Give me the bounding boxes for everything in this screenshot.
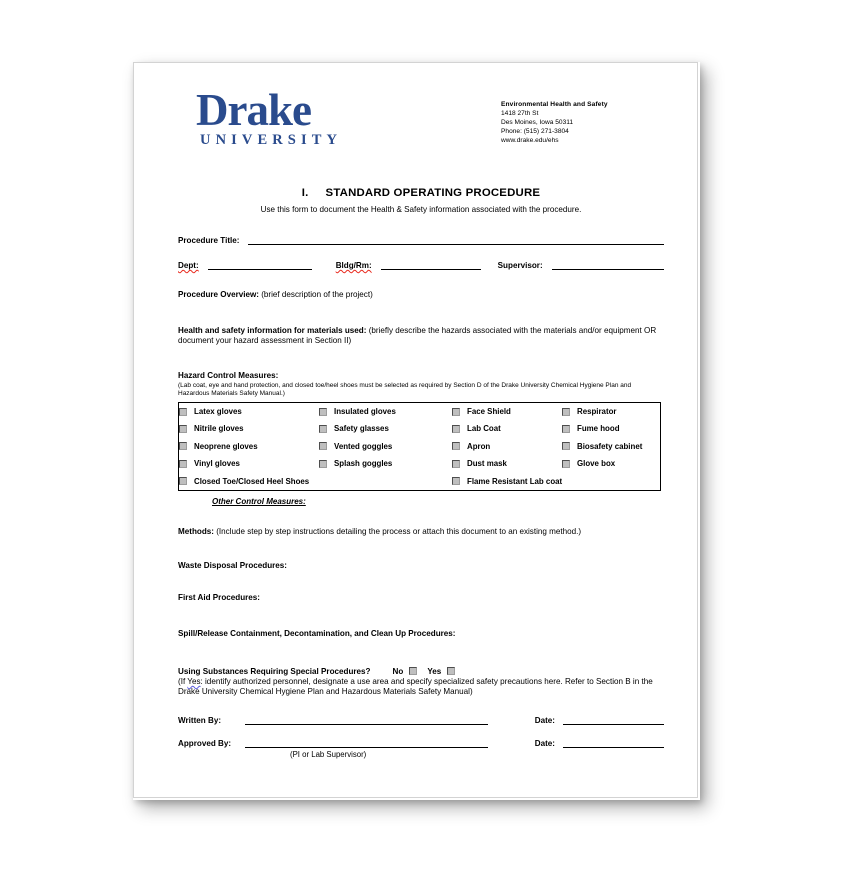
procedure-overview-hint: (brief description of the project) — [261, 290, 373, 299]
table-cell — [452, 455, 562, 472]
page-subtitle: Use this form to document the Health & Safety information associated with the procedure. — [260, 205, 582, 214]
checkbox-vinyl-gloves[interactable] — [179, 460, 187, 468]
table-cell — [562, 402, 661, 420]
checkbox-label: Nitrile gloves — [194, 424, 244, 434]
checkbox-closed-toe-heel-shoes[interactable] — [179, 477, 187, 485]
checkbox-lab-coat[interactable] — [452, 425, 460, 433]
checkbox-label: Insulated gloves — [334, 407, 396, 416]
bldg-rm-input[interactable] — [381, 260, 481, 270]
table-cell — [319, 438, 452, 455]
dept-input[interactable] — [208, 260, 312, 270]
dept-bldg-supervisor-row — [178, 260, 664, 270]
ppe-table-body — [179, 402, 661, 490]
approved-by-date-input[interactable] — [563, 738, 664, 748]
checkbox-safety-glasses[interactable] — [319, 425, 327, 433]
table-cell — [179, 402, 320, 420]
hazard-control-label: Hazard Control Measures: — [178, 370, 279, 380]
table-cell — [179, 420, 320, 437]
special-note-prefix: (If — [178, 676, 188, 686]
approved-by-row — [178, 738, 664, 748]
first-aid-section — [178, 593, 664, 604]
approved-by-input[interactable] — [245, 738, 488, 748]
procedure-title-input[interactable] — [248, 235, 664, 245]
document-page — [133, 62, 698, 798]
table-cell — [562, 455, 661, 472]
logo-wordmark: Drake — [196, 85, 311, 135]
special-procedures-label: Using Substances Requiring Special Procedures? — [178, 666, 371, 676]
special-yes-label: Yes — [427, 666, 442, 676]
address-line-city: Des Moines, Iowa 50311 — [501, 119, 574, 127]
checkbox-splash-goggles[interactable] — [319, 460, 327, 468]
methods-label: Methods: — [178, 526, 214, 536]
checkbox-label: Apron — [467, 441, 491, 451]
table-cell — [452, 402, 562, 420]
written-by-date-input[interactable] — [563, 715, 664, 725]
table-row — [179, 402, 661, 420]
special-note-body: : identify authorized personnel, designate a use area and specify specialized safety precautions here. Refer to Section B in the Drake University Chemical Hygiene Plan and Hazardous Materials Safety Manual) — [178, 676, 653, 697]
checkbox-label: Safety glasses — [334, 424, 389, 434]
checkbox-nitrile-gloves[interactable] — [179, 425, 187, 433]
procedure-title-row — [178, 235, 664, 245]
health-safety-section — [178, 326, 664, 347]
table-row — [179, 472, 661, 490]
first-aid-label: First Aid Procedures: — [178, 592, 261, 602]
procedure-overview-label: Procedure Overview: — [178, 290, 259, 299]
address-line-phone: Phone: (515) 271-3804 — [501, 128, 569, 136]
table-cell — [179, 472, 453, 490]
checkbox-label: Respirator — [577, 407, 617, 416]
supervisor-input[interactable] — [552, 260, 664, 270]
checkbox-respirator[interactable] — [562, 408, 570, 416]
table-cell — [452, 438, 562, 455]
methods-hint: (Include step by step instructions detailing the process or attach this document to an existing method.) — [216, 526, 582, 536]
checkbox-latex-gloves[interactable] — [179, 408, 187, 416]
checkbox-insulated-gloves[interactable] — [319, 408, 327, 416]
checkbox-label: Lab Coat — [467, 424, 501, 434]
procedure-title-label: Procedure Title: — [178, 236, 240, 245]
checkbox-biosafety-cabinet[interactable] — [562, 442, 570, 450]
table-cell — [562, 420, 661, 437]
special-procedures-question-row — [178, 667, 664, 676]
spill-release-label: Spill/Release Containment, Decontamination, and Clean Up Procedures: — [178, 629, 456, 639]
written-by-date-label: Date: — [534, 715, 555, 725]
checkbox-label: Dust mask — [467, 459, 507, 469]
table-cell — [452, 472, 661, 490]
special-procedures-note — [178, 677, 664, 698]
table-cell — [452, 420, 562, 437]
table-row — [179, 455, 661, 472]
table-cell — [562, 438, 661, 455]
other-control-measures-label: Other Control Measures: — [212, 496, 306, 506]
approved-by-label: Approved By: — [178, 738, 232, 748]
written-by-label: Written By: — [178, 715, 222, 725]
checkbox-apron[interactable] — [452, 442, 460, 450]
checkbox-special-no[interactable] — [409, 667, 417, 675]
written-by-input[interactable] — [245, 715, 488, 725]
bldg-rm-label: Bldg/Rm: — [335, 261, 372, 270]
checkbox-label: Neoprene gloves — [194, 441, 258, 451]
checkbox-special-yes[interactable] — [447, 667, 455, 675]
table-cell — [179, 455, 320, 472]
address-line-website: www.drake.edu/ehs — [501, 137, 559, 145]
page-content — [178, 82, 664, 759]
checkbox-label: Fume hood — [577, 424, 620, 434]
special-procedures-section — [178, 667, 664, 698]
checkbox-neoprene-gloves[interactable] — [179, 442, 187, 450]
methods-section — [178, 527, 664, 538]
page-title — [178, 187, 664, 199]
approved-by-date-label: Date: — [534, 738, 555, 748]
address-block — [501, 100, 608, 145]
table-row — [179, 420, 661, 437]
checkbox-vented-goggles[interactable] — [319, 442, 327, 450]
document-header — [178, 82, 664, 164]
checkbox-label: Latex gloves — [194, 407, 242, 416]
checkbox-label: Flame Resistant Lab coat — [467, 476, 563, 486]
checkbox-face-shield[interactable] — [452, 408, 460, 416]
checkbox-label: Biosafety cabinet — [577, 441, 643, 451]
checkbox-dust-mask[interactable] — [452, 460, 460, 468]
health-safety-hint: (briefly describe the hazards associated with the materials and/or equipment OR document your hazard assessment in Section II) — [178, 325, 657, 345]
checkbox-label: Closed Toe/Closed Heel Shoes — [194, 476, 310, 486]
checkbox-label: Vented goggles — [334, 441, 393, 451]
signature-block — [178, 715, 664, 759]
checkbox-label: Glove box — [577, 459, 616, 469]
address-line-department: Environmental Health and Safety — [501, 101, 608, 108]
address-line-street: 1418 27th St — [501, 110, 539, 118]
supervisor-label: Supervisor: — [497, 261, 543, 270]
checkbox-label: Vinyl gloves — [194, 459, 240, 469]
checkbox-flame-resistant-lab-coat[interactable] — [452, 477, 460, 485]
drake-university-logo — [196, 85, 386, 148]
table-cell — [319, 402, 452, 420]
spill-release-section — [178, 629, 664, 640]
ppe-checkbox-table — [178, 402, 661, 491]
waste-disposal-label: Waste Disposal Procedures: — [178, 561, 288, 571]
waste-disposal-section — [178, 561, 664, 572]
checkbox-label: Splash goggles — [334, 459, 393, 469]
pi-supervisor-note: (PI or Lab Supervisor) — [290, 749, 367, 759]
table-cell — [319, 420, 452, 437]
checkbox-label: Face Shield — [467, 407, 511, 416]
written-by-row — [178, 715, 664, 725]
table-cell — [179, 438, 320, 455]
table-row — [179, 438, 661, 455]
checkbox-fume-hood[interactable] — [562, 425, 570, 433]
table-cell — [319, 455, 452, 472]
title-text: STANDARD OPERATING PROCEDURE — [325, 187, 541, 199]
dept-label: Dept: — [178, 261, 199, 270]
procedure-overview-section — [178, 290, 664, 301]
hazard-control-section — [178, 371, 664, 399]
checkbox-glove-box[interactable] — [562, 460, 570, 468]
special-no-label: No — [392, 666, 404, 676]
health-safety-label: Health and safety information for materials used: — [178, 325, 367, 335]
hazard-control-note: (Lab coat, eye and hand protection, and closed toe/heel shoes must be selected as required by Section D of the Drake University Chemical Hygiene Plan and Hazardous Materials Safety Manual.) — [178, 382, 632, 398]
special-note-yes: Yes — [187, 676, 201, 686]
title-number: I. — [301, 187, 309, 199]
header-fields — [178, 235, 664, 270]
logo-subtitle: UNIVERSITY — [200, 132, 343, 148]
